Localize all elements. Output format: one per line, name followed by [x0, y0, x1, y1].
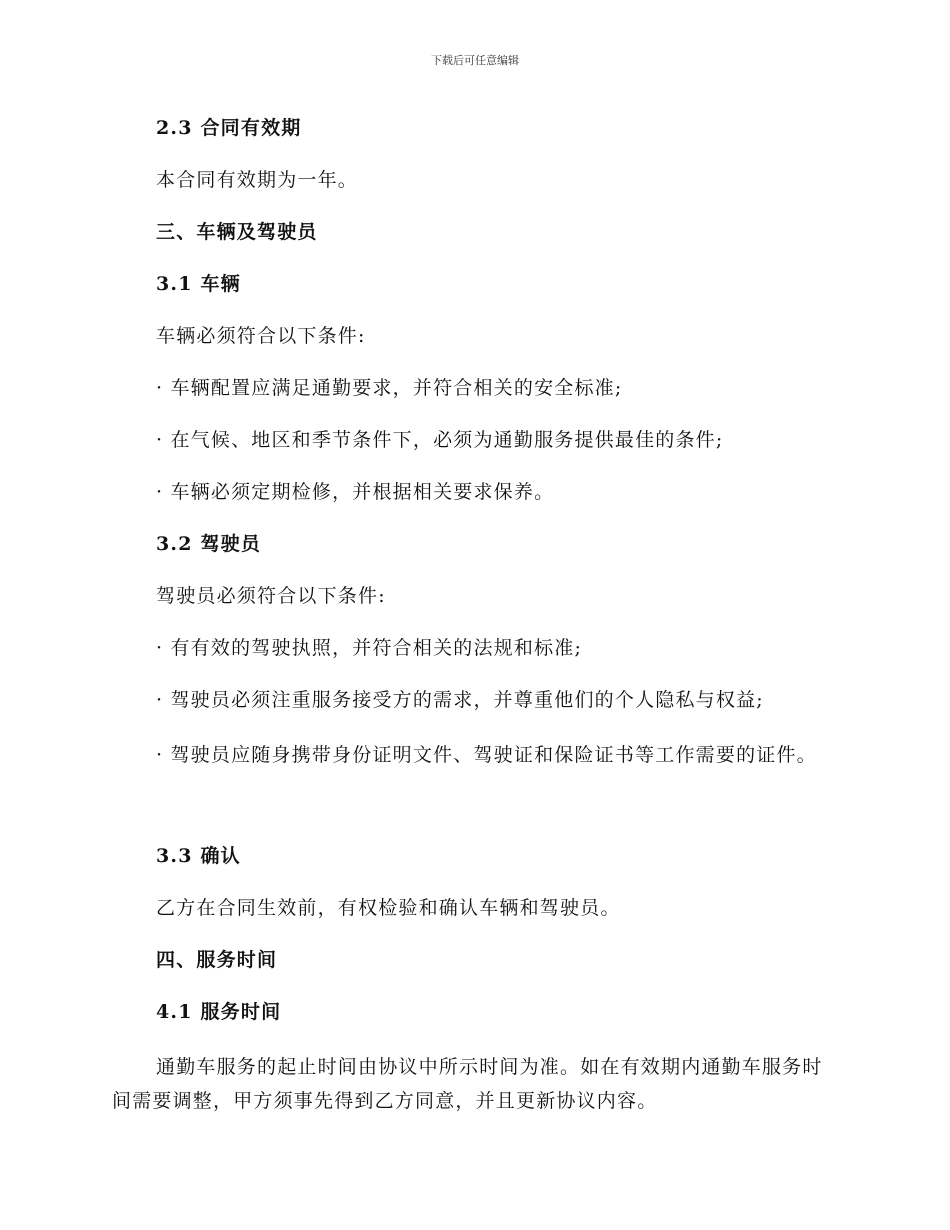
- paragraph-confirmation: 乙方在合同生效前，有权检验和确认车辆和驾驶员。: [156, 897, 621, 919]
- list-item-vehicle-3: · 车辆必须定期检修，并根据相关要求保养。: [156, 481, 555, 503]
- section-heading-4: 四、服务时间: [156, 949, 278, 971]
- document-body: [112, 108, 832, 1148]
- section-heading-3-2: 3.2 驾驶员: [156, 533, 262, 555]
- section-heading-3: 三、车辆及驾驶员: [156, 221, 318, 243]
- paragraph-driver-conditions: 驾驶员必须符合以下条件:: [156, 585, 386, 607]
- paragraph-validity: 本合同有效期为一年。: [156, 169, 359, 191]
- section-heading-3-1: 3.1 车辆: [156, 273, 241, 295]
- paragraph-service-time: 通勤车服务的起止时间由协议中所示时间为准。如在有效期内通勤车服务时间需要调整，甲方须事先得到乙方同意，并且更新协议内容。: [112, 1056, 823, 1112]
- list-item-driver-1: · 有有效的驾驶执照，并符合相关的法规和标准;: [156, 637, 583, 659]
- paragraph-vehicle-conditions: 车辆必须符合以下条件:: [156, 325, 366, 347]
- section-heading-2-3: 2.3 合同有效期: [156, 117, 302, 139]
- section-heading-4-1: 4.1 服务时间: [156, 1001, 282, 1023]
- list-item-driver-2: · 驾驶员必须注重服务接受方的需求，并尊重他们的个人隐私与权益;: [156, 689, 764, 711]
- page-header-note: 下载后可任意编辑: [431, 54, 519, 67]
- list-item-driver-3: · 驾驶员应随身携带身份证明文件、驾驶证和保险证书等工作需要的证件。: [156, 744, 817, 766]
- list-item-vehicle-1: · 车辆配置应满足通勤要求，并符合相关的安全标准;: [156, 377, 623, 399]
- section-heading-3-3: 3.3 确认: [156, 845, 241, 867]
- list-item-vehicle-2: · 在气候、地区和季节条件下，必须为通勤服务提供最佳的条件;: [156, 429, 724, 451]
